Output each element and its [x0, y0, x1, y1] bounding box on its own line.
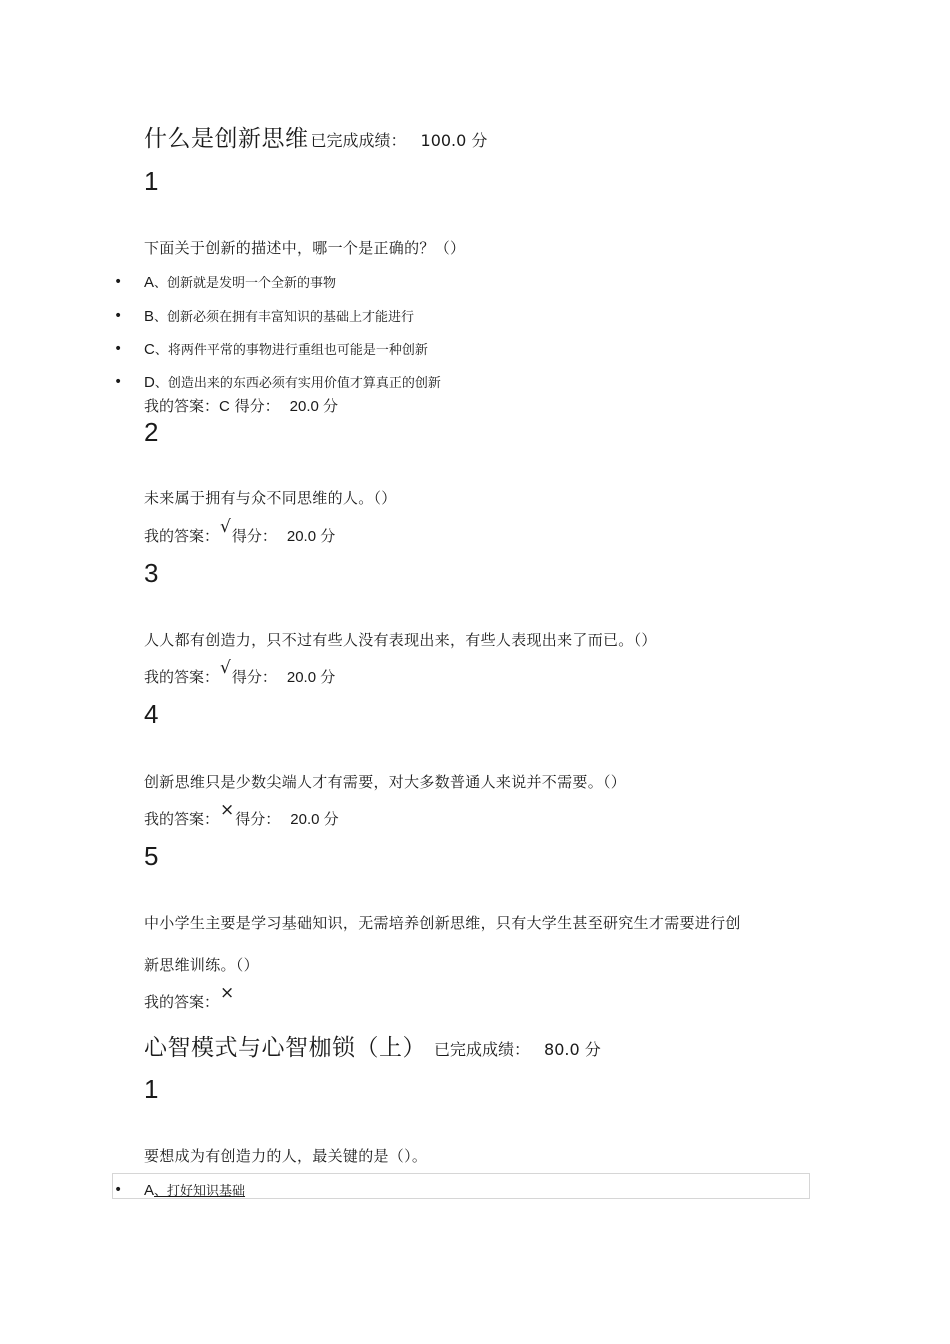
answer-label: 我的答案：	[144, 397, 220, 415]
option-text: 、创造出来的东西必须有实用价值才算真正的创新	[154, 376, 441, 391]
option-bullet: •	[114, 374, 123, 390]
section-status: 已完成成绩：	[434, 1040, 531, 1059]
my-answer	[144, 983, 235, 1012]
option-d[interactable]	[144, 372, 441, 391]
cross-mark: ×	[220, 800, 235, 820]
question-score: 20.0 分	[290, 811, 339, 828]
my-answer	[144, 800, 339, 829]
question-number: 3	[144, 558, 159, 588]
question-text-line-2: 新思维训练。（）	[144, 956, 259, 974]
option-b[interactable]	[144, 306, 414, 325]
question-text: 未来属于拥有与众不同思维的人。（）	[144, 489, 397, 507]
my-answer	[144, 658, 336, 687]
option-text: 、创新就是发明一个全新的事物	[154, 276, 337, 291]
option-bullet: •	[114, 274, 123, 290]
question-number: 2	[144, 417, 159, 447]
option-bullet: •	[114, 308, 123, 324]
my-answer	[144, 395, 338, 416]
question-number: 5	[144, 841, 159, 871]
question-text: 下面关于创新的描述中，哪一个是正确的？（）	[144, 239, 466, 257]
section-title: 心智模式与心智枷锁（上）	[144, 1035, 426, 1061]
section-title: 什么是创新思维	[144, 126, 309, 152]
answer-label: 我的答案：	[144, 810, 220, 828]
question-number: 4	[144, 699, 159, 729]
option-letter: A	[144, 1182, 155, 1199]
my-answer	[144, 517, 336, 546]
question-score: 20.0 分	[286, 528, 336, 545]
section-score: 100.0 分	[420, 131, 488, 150]
score-label: 得分：	[235, 810, 281, 828]
answer-value: C	[219, 398, 230, 415]
option-letter: C	[144, 341, 155, 358]
check-mark: √	[220, 658, 231, 678]
option-text: 、将两件平常的事物进行重组也可能是一种创新	[154, 343, 428, 358]
question-score: 20.0 分	[286, 669, 336, 686]
section-header	[144, 120, 487, 153]
section-score: 80.0 分	[544, 1040, 601, 1059]
option-c[interactable]	[144, 339, 428, 358]
question-number: 1	[144, 1074, 159, 1104]
option-letter: A	[144, 274, 155, 291]
option-a[interactable]	[144, 272, 336, 291]
answer-label: 我的答案：	[144, 993, 220, 1011]
score-label: 得分：	[234, 397, 280, 415]
option-a[interactable]	[144, 1180, 245, 1199]
option-bullet: •	[114, 1182, 123, 1198]
question-text-line-1: 中小学生主要是学习基础知识，无需培养创新思维，只有大学生甚至研究生才需要进行创	[144, 914, 741, 932]
cross-mark: ×	[220, 983, 235, 1003]
option-letter: D	[144, 374, 155, 391]
question-text: 创新思维只是少数尖端人才有需要，对大多数普通人来说并不需要。（）	[144, 773, 627, 791]
question-number: 1	[144, 166, 159, 196]
question-text: 要想成为有创造力的人，最关键的是（）。	[144, 1147, 428, 1165]
option-text: 、打好知识基础	[154, 1184, 246, 1199]
option-bullet: •	[114, 341, 123, 357]
section-header	[144, 1029, 601, 1062]
score-label: 得分：	[231, 668, 277, 686]
answer-label: 我的答案：	[144, 527, 220, 545]
option-letter: B	[144, 308, 155, 325]
question-text: 人人都有创造力，只不过有些人没有表现出来，有些人表现出来了而已。（）	[144, 631, 657, 649]
score-label: 得分：	[231, 527, 277, 545]
section-status: 已完成成绩：	[310, 131, 407, 150]
option-text: 、创新必须在拥有丰富知识的基础上才能进行	[154, 310, 415, 325]
question-score: 20.0 分	[289, 398, 339, 415]
answer-label: 我的答案：	[144, 668, 220, 686]
check-mark: √	[220, 517, 231, 537]
